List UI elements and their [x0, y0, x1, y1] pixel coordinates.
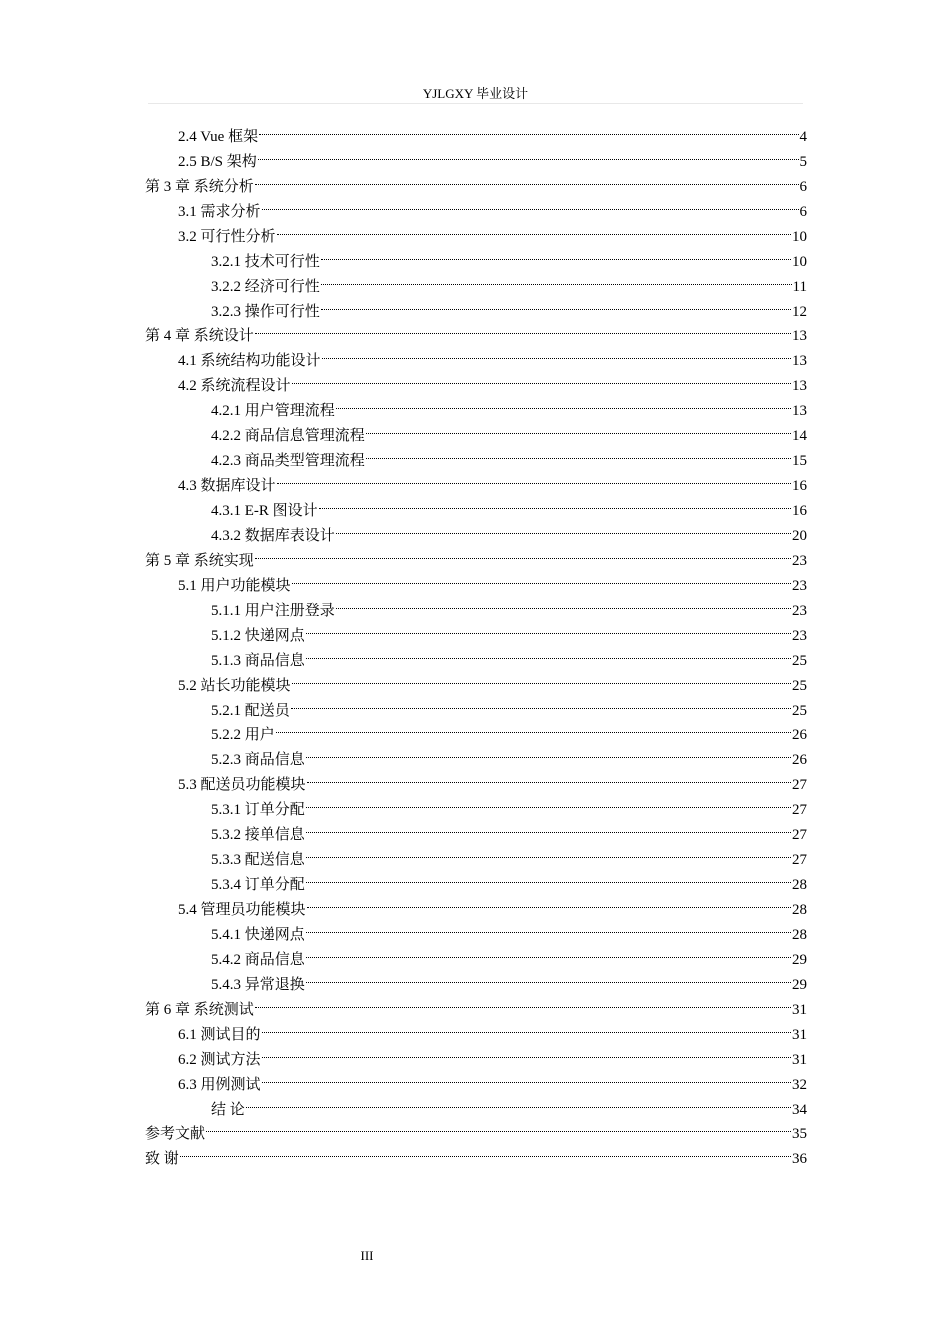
toc-entry-page: 27: [792, 827, 807, 844]
toc-entry-title: 第 4 章 系统设计: [145, 328, 254, 345]
toc-entry[interactable]: [145, 1138, 807, 1168]
toc-entry-title: 3.2.1 技术可行性: [211, 253, 320, 270]
toc-entry-page: 6: [799, 178, 807, 195]
toc-entry-page: 26: [792, 727, 807, 744]
toc-entry-page: 23: [792, 602, 807, 619]
toc-dot-leader: [306, 964, 791, 989]
toc-entry-title: 参考文献: [145, 1126, 206, 1143]
toc-dot-leader: [180, 1138, 791, 1163]
toc-entry-title: 5.3.2 接单信息: [211, 827, 305, 844]
toc-dot-leader: [319, 490, 791, 515]
toc-dot-leader: [255, 540, 791, 565]
toc-entry-title: 5.3.1 订单分配: [211, 802, 305, 819]
toc-entry-title: 4.2.3 商品类型管理流程: [211, 453, 365, 470]
toc-entry-page: 25: [792, 652, 807, 669]
toc-dot-leader: [307, 889, 791, 914]
toc-entry-title: 5.2.3 商品信息: [211, 752, 305, 769]
toc-entry-title: 6.2 测试方法: [178, 1051, 261, 1068]
toc-entry-page: 6: [799, 203, 807, 220]
toc-entry-page: 26: [792, 752, 807, 769]
toc-dot-leader: [292, 565, 791, 590]
toc-dot-leader: [258, 141, 799, 166]
toc-dot-leader: [262, 1064, 791, 1089]
toc-entry-title: 5.4.3 异常退换: [211, 976, 305, 993]
toc-entry-title: 3.2.2 经济可行性: [211, 278, 320, 295]
toc-entry-title: 5.1.3 商品信息: [211, 652, 305, 669]
toc-entry-title: 5.1.1 用户注册登录: [211, 602, 335, 619]
toc-dot-leader: [306, 739, 791, 764]
toc-dot-leader: [306, 939, 791, 964]
toc-entry-title: 3.2 可行性分析: [178, 228, 276, 245]
toc-entry-title: 致 谢: [145, 1151, 179, 1168]
toc-entry-page: 23: [792, 627, 807, 644]
toc-entry-page: 27: [792, 802, 807, 819]
toc-entry-title: 3.2.3 操作可行性: [211, 303, 320, 320]
toc-entry-page: 13: [792, 403, 807, 420]
toc-dot-leader: [291, 690, 791, 715]
toc-entry-title: 5.2.2 用户: [211, 727, 275, 744]
toc-entry-title: 第 6 章 系统测试: [145, 1001, 254, 1018]
toc-entry-page: 23: [792, 577, 807, 594]
toc-entry-page: 28: [792, 877, 807, 894]
toc-entry-page: 25: [792, 702, 807, 719]
toc-entry-title: 4.2.1 用户管理流程: [211, 403, 335, 420]
toc-dot-leader: [206, 1114, 791, 1139]
toc-entry-title: 5.3 配送员功能模块: [178, 777, 306, 794]
toc-entry-page: 31: [792, 1001, 807, 1018]
toc-entry-page: 36: [792, 1151, 807, 1168]
toc-entry-page: 13: [792, 353, 807, 370]
toc-dot-leader: [262, 1014, 791, 1039]
toc-entry-page: 13: [792, 378, 807, 395]
toc-dot-leader: [246, 1089, 791, 1114]
toc-entry-page: 32: [792, 1076, 807, 1093]
toc-entry-page: 29: [792, 951, 807, 968]
toc-dot-leader: [321, 266, 792, 291]
toc-dot-leader: [366, 440, 791, 465]
toc-entry-title: 5.1.2 快递网点: [211, 627, 305, 644]
toc-entry-title: 5.4.1 快递网点: [211, 926, 305, 943]
header-title: YJLGXY 毕业设计: [422, 86, 529, 101]
toc-entry-title: 5.4.2 商品信息: [211, 951, 305, 968]
toc-entry-page: 20: [792, 527, 807, 544]
toc-dot-leader: [259, 116, 798, 141]
toc-entry-title: 6.1 测试目的: [178, 1026, 261, 1043]
toc-entry-title: 5.2.1 配送员: [211, 702, 290, 719]
toc-entry-page: 14: [792, 428, 807, 445]
toc-entry-page: 13: [792, 328, 807, 345]
toc-dot-leader: [276, 715, 791, 740]
toc-dot-leader: [322, 340, 791, 365]
toc-entry-page: 15: [792, 453, 807, 470]
toc-entry-page: 35: [792, 1126, 807, 1143]
toc-entry-title: 3.1 需求分析: [178, 203, 261, 220]
toc-dot-leader: [292, 365, 791, 390]
toc-entry[interactable]: [145, 116, 807, 145]
toc-entry-page: 29: [792, 976, 807, 993]
toc-entry-page: 28: [792, 926, 807, 943]
toc-entry-title: 4.3.1 E-R 图设计: [211, 503, 318, 519]
toc-entry-page: 11: [792, 278, 807, 295]
toc-entry-page: 16: [792, 503, 807, 519]
toc-dot-leader: [262, 191, 799, 216]
toc-entry-page: 27: [792, 852, 807, 869]
toc-dot-leader: [306, 914, 791, 939]
toc-entry-title: 结 论: [211, 1101, 245, 1118]
toc-entry-title: 5.1 用户功能模块: [178, 577, 291, 594]
toc-dot-leader: [306, 864, 791, 889]
toc-entry-page: 10: [792, 253, 807, 270]
page-header: [148, 84, 803, 104]
toc-entry-title: 第 3 章 系统分析: [145, 178, 254, 195]
toc-entry-title: 5.3.3 配送信息: [211, 852, 305, 869]
toc-dot-leader: [255, 989, 791, 1014]
toc-dot-leader: [366, 415, 791, 440]
toc-dot-leader: [336, 390, 791, 415]
toc-dot-leader: [277, 465, 791, 490]
toc-entry-page: 12: [792, 303, 807, 320]
toc-entry-title: 4.3 数据库设计: [178, 478, 276, 495]
toc-dot-leader: [306, 839, 791, 864]
toc-entry-page: 34: [792, 1101, 807, 1118]
toc-dot-leader: [292, 665, 791, 690]
toc-entry-title: 5.4 管理员功能模块: [178, 902, 306, 918]
toc-entry-title: 5.2 站长功能模块: [178, 677, 291, 694]
toc-entry-title: 2.4 Vue 框架: [178, 128, 259, 145]
toc-entry-page: 31: [792, 1051, 807, 1068]
toc-entry-page: 16: [792, 478, 807, 495]
toc-dot-leader: [306, 814, 791, 839]
toc-entry-title: 5.3.4 订单分配: [211, 877, 305, 894]
toc-dot-leader: [321, 291, 791, 316]
toc-dot-leader: [255, 316, 791, 341]
toc-entry-title: 2.5 B/S 架构: [178, 153, 257, 170]
toc-entry-title: 第 5 章 系统实现: [145, 552, 254, 569]
toc-dot-leader: [306, 615, 791, 640]
toc-dot-leader: [277, 216, 791, 241]
toc-dot-leader: [336, 515, 791, 540]
toc-entry-page: 25: [792, 677, 807, 694]
toc-dot-leader: [336, 590, 791, 615]
toc-entry-page: 23: [792, 552, 807, 569]
toc-dot-leader: [307, 764, 791, 789]
toc-entry-page: 27: [792, 777, 807, 794]
toc-entry-page: 10: [792, 228, 807, 245]
toc-dot-leader: [262, 1039, 791, 1064]
toc-entry-title: 4.3.2 数据库表设计: [211, 527, 335, 544]
toc-entry-page: 31: [792, 1026, 807, 1043]
table-of-contents: [145, 116, 807, 1168]
toc-entry-title: 4.1 系统结构功能设计: [178, 353, 321, 370]
toc-dot-leader: [306, 640, 791, 665]
toc-entry-title: 6.3 用例测试: [178, 1076, 261, 1093]
toc-entry[interactable]: [145, 1114, 807, 1143]
toc-dot-leader: [321, 241, 791, 266]
toc-dot-leader: [306, 789, 791, 814]
toc-entry-page: 4: [799, 128, 807, 145]
toc-entry-page: 5: [799, 153, 807, 170]
toc-entry-title: 4.2 系统流程设计: [178, 378, 291, 395]
page-number: III: [360, 1248, 374, 1263]
toc-entry-page: 28: [792, 902, 807, 918]
toc-entry-title: 4.2.2 商品信息管理流程: [211, 428, 365, 445]
toc-dot-leader: [255, 166, 799, 191]
